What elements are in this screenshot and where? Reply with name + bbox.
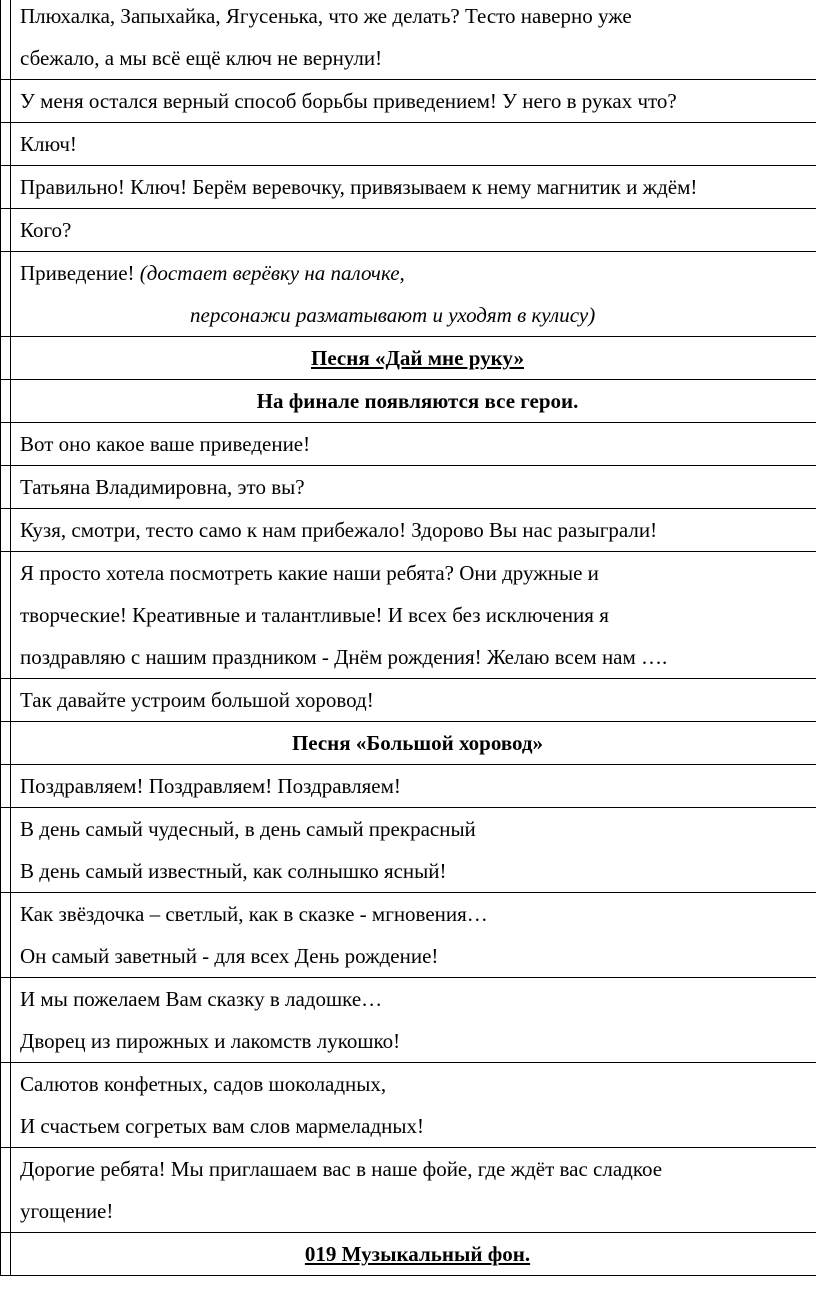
script-row: [1, 123, 816, 166]
song-heading: Песня «Дай мне руку»: [311, 346, 524, 370]
script-row: [1, 978, 816, 1063]
speaker-cell: [1, 380, 11, 423]
speaker-cell: [1, 722, 11, 765]
dialogue-cell: [11, 123, 816, 166]
speaker-cell: [1, 252, 11, 337]
script-row: [1, 337, 816, 380]
dialogue-line: Плюхалка, Запыхайка, Ягусенька, что же делать? Тесто наверно уже: [20, 4, 632, 28]
dialogue-cell: [11, 679, 816, 722]
dialogue-cell: [11, 252, 816, 337]
dialogue-cell: [11, 1148, 816, 1233]
dialogue-line: Кого?: [20, 218, 72, 242]
dialogue-cell: [11, 978, 816, 1063]
heading-cell: [11, 1233, 816, 1276]
dialogue-line: Вот оно какое ваше приведение!: [20, 432, 311, 456]
script-row: [1, 679, 816, 722]
dialogue-line: Кузя, смотри, тесто само к нам прибежало! Здорово Вы нас разыграли!: [20, 518, 658, 542]
dialogue-line: В день самый чудесный, в день самый прекрасный: [20, 817, 476, 841]
dialogue-line: угощение!: [20, 1199, 114, 1223]
stage-direction: персонажи разматывают и уходят в кулису): [190, 303, 596, 327]
song-heading: Песня «Большой хоровод»: [291, 731, 544, 755]
dialogue-line: Дорогие ребята! Мы приглашаем вас в наше фойе, где ждёт вас сладкое: [20, 1157, 663, 1181]
dialogue-cell: [11, 0, 816, 80]
speaker-cell: [1, 765, 11, 808]
dialogue-cell: [11, 80, 816, 123]
speaker-cell: [1, 1063, 11, 1148]
dialogue-line: Как звёздочка – светлый, как в сказке - мгновения…: [20, 902, 488, 926]
script-row: [1, 808, 816, 893]
speaker-cell: [1, 808, 11, 893]
dialogue-line: Так давайте устроим большой хоровод!: [20, 688, 374, 712]
script-row: [1, 1063, 816, 1148]
speaker-cell: [1, 166, 11, 209]
script-row: [1, 893, 816, 978]
dialogue-cell: [11, 509, 816, 552]
script-row: [1, 380, 816, 423]
dialogue-line: поздравляю с нашим праздником - Днём рождения! Желаю всем нам ….: [20, 645, 668, 669]
dialogue-line: Правильно! Ключ! Берём веревочку, привязываем к нему магнитик и ждём!: [20, 175, 698, 199]
dialogue-cell: [11, 423, 816, 466]
speaker-cell: [1, 893, 11, 978]
dialogue-line: У меня остался верный способ борьбы приведением! У него в руках что?: [20, 89, 677, 113]
speaker-cell: [1, 1233, 11, 1276]
dialogue-cell: [11, 808, 816, 893]
speaker-cell: [1, 466, 11, 509]
dialogue-line: В день самый известный, как солнышко ясный!: [20, 859, 447, 883]
music-cue-heading: 019 Музыкальный фон.: [304, 1242, 531, 1266]
script-row: [1, 80, 816, 123]
speaker-cell: [1, 679, 11, 722]
dialogue-line: Поздравляем! Поздравляем! Поздравляем!: [20, 774, 401, 798]
script-row: [1, 509, 816, 552]
script-row: [1, 765, 816, 808]
script-row: [1, 0, 816, 80]
script-row: [1, 252, 816, 337]
script-row: [1, 552, 816, 679]
script-row: [1, 209, 816, 252]
script-row: [1, 166, 816, 209]
speaker-cell: [1, 337, 11, 380]
speaker-cell: [1, 978, 11, 1063]
speech-text: Приведение!: [20, 261, 140, 285]
dialogue-line: творческие! Креативные и талантливые! И всех без исключения я: [20, 603, 609, 627]
script-row: [1, 1148, 816, 1233]
dialogue-line: Татьяна Владимировна, это вы?: [20, 475, 305, 499]
script-row: [1, 1233, 816, 1276]
script-row: [1, 466, 816, 509]
dialogue-cell: [11, 552, 816, 679]
speaker-cell: [1, 1148, 11, 1233]
script-row: [1, 423, 816, 466]
speaker-cell: [1, 0, 11, 80]
stage-direction: (достает верёвку на палочке,: [139, 261, 405, 285]
speaker-cell: [1, 123, 11, 166]
speaker-cell: [1, 80, 11, 123]
dialogue-line: Дворец из пирожных и лакомств лукошко!: [20, 1029, 401, 1053]
script-row: [1, 722, 816, 765]
heading-cell: [11, 722, 816, 765]
dialogue-line: Ключ!: [20, 132, 77, 156]
dialogue-cell: [11, 893, 816, 978]
speaker-cell: [1, 209, 11, 252]
dialogue-line: Он самый заветный - для всех День рождение!: [20, 944, 439, 968]
dialogue-line: сбежало, а мы всё ещё ключ не вернули!: [20, 46, 383, 70]
dialogue-line: И счастьем согретых вам слов мармеладных!: [20, 1114, 424, 1138]
dialogue-cell: [11, 166, 816, 209]
heading-cell: [11, 380, 816, 423]
dialogue-cell: [11, 1063, 816, 1148]
speaker-cell: [1, 423, 11, 466]
dialogue-cell: [11, 209, 816, 252]
dialogue-line: Я просто хотела посмотреть какие наши ребята? Они дружные и: [20, 561, 599, 585]
dialogue-line: Салютов конфетных, садов шоколадных,: [20, 1072, 387, 1096]
scene-note: На финале появляются все герои.: [256, 389, 579, 413]
speaker-cell: [1, 552, 11, 679]
speaker-cell: [1, 509, 11, 552]
dialogue-line: И мы пожелаем Вам сказку в ладошке…: [20, 987, 383, 1011]
heading-cell: [11, 337, 816, 380]
dialogue-cell: [11, 466, 816, 509]
dialogue-cell: [11, 765, 816, 808]
dialogue-line: [20, 252, 815, 294]
